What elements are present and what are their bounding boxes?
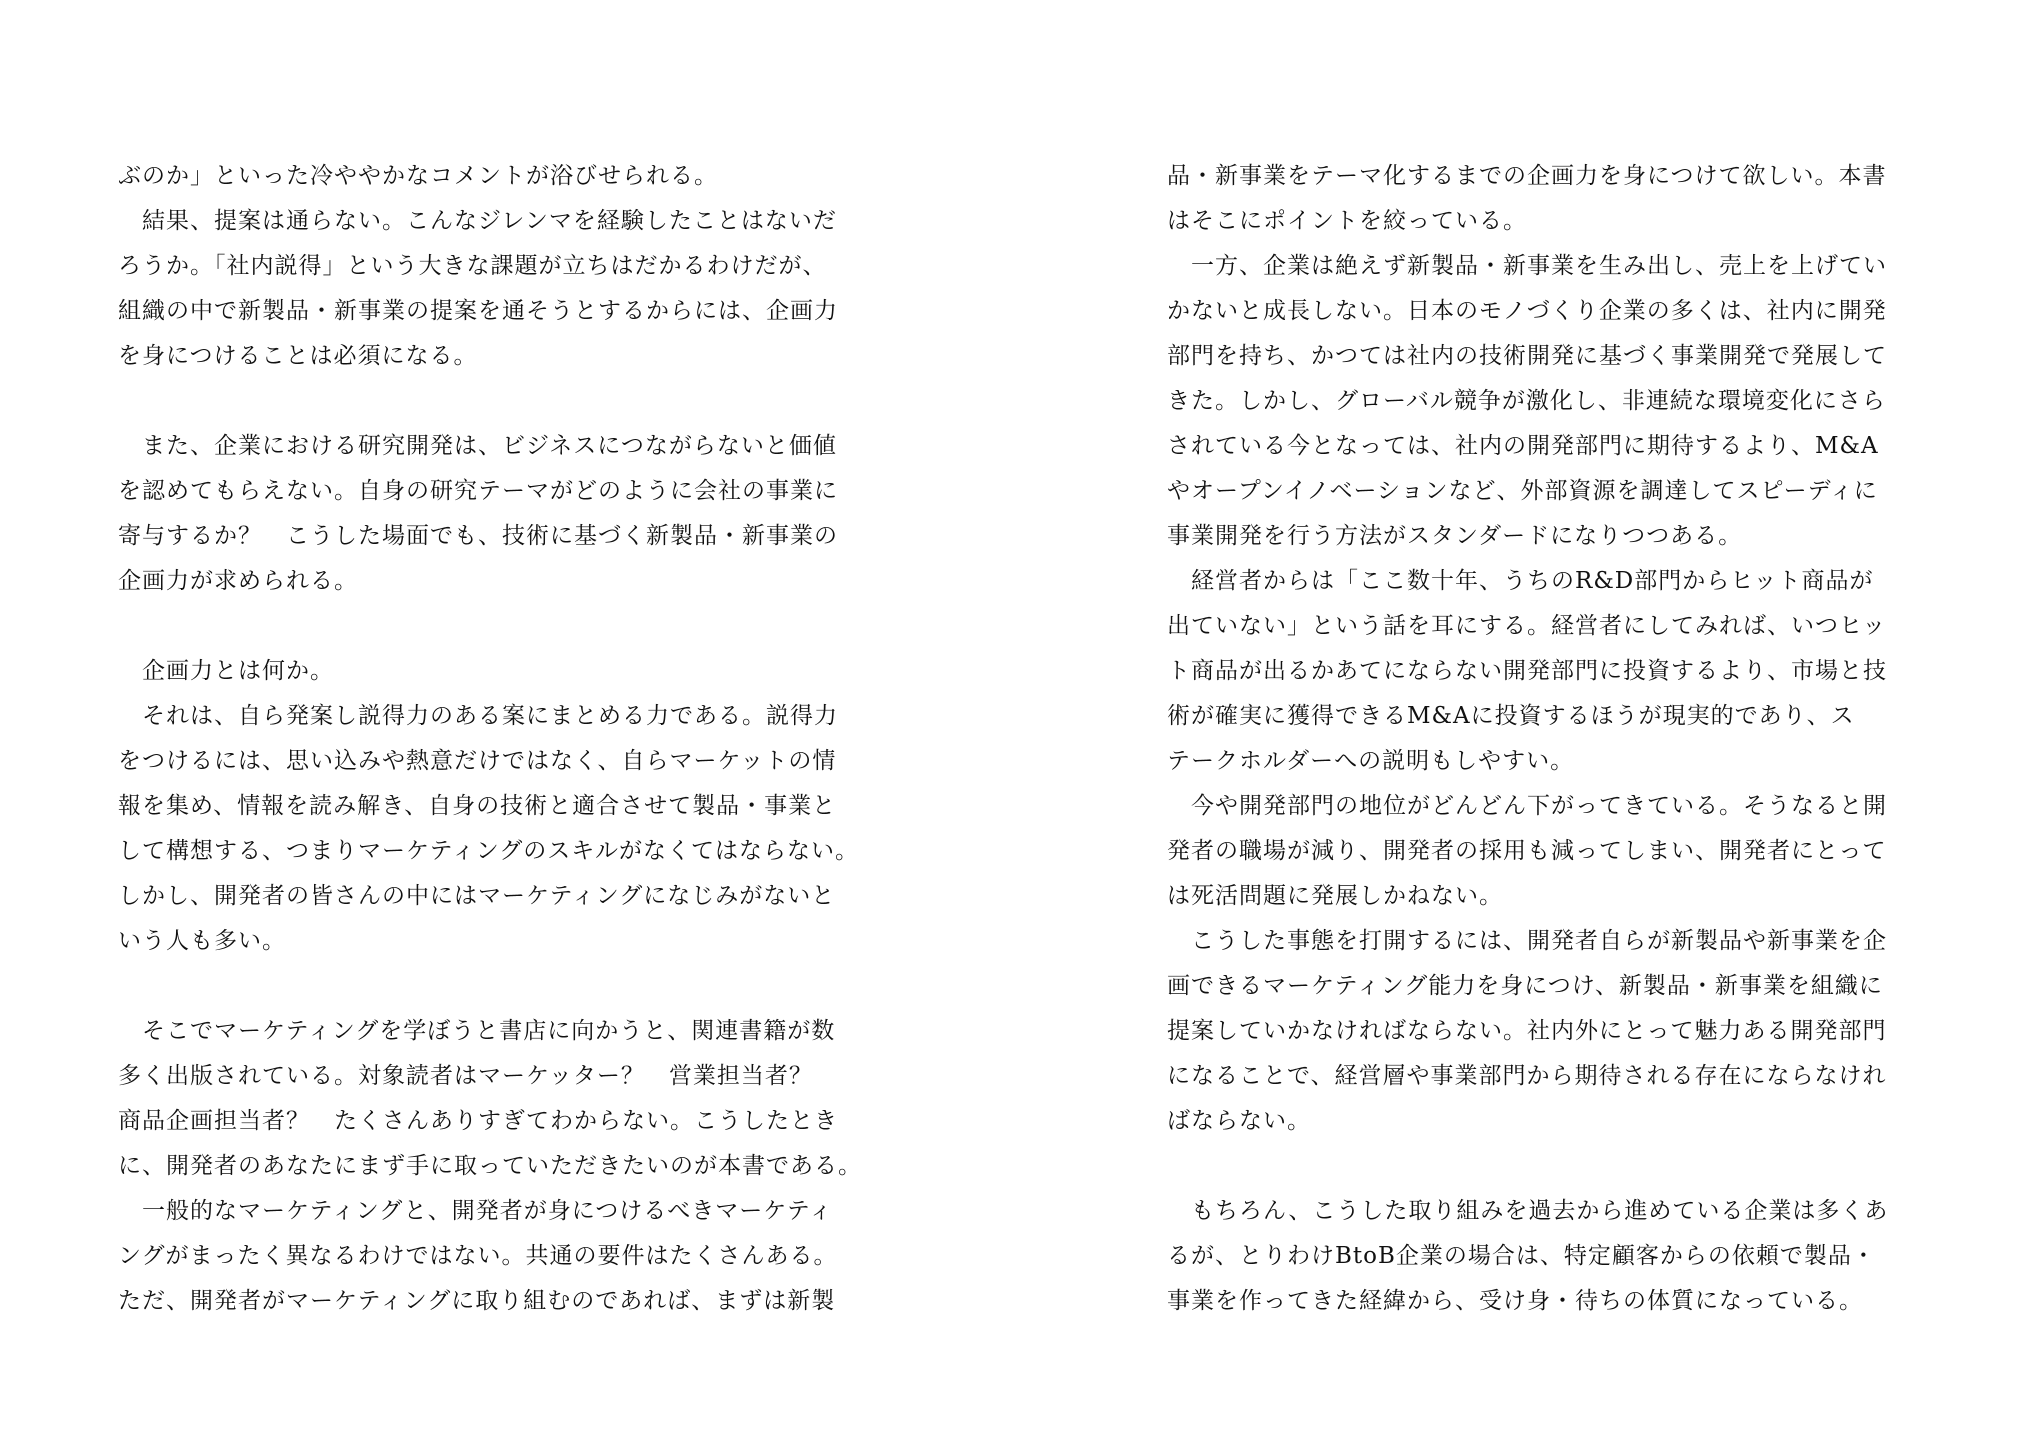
text-line: しかし、開発者の皆さんの中にはマーケティングになじみがないと [118,883,836,909]
text-line: こうした事態を打開するには、開発者自らが新製品や新事業を企 [1167,928,1887,954]
text-line: 企画力が求められる。 [118,568,358,594]
text-line: ングがまったく異なるわけではない。共通の要件はたくさんある。 [118,1243,838,1269]
text-line: をつけるには、思い込みや熱意だけではなく、自らマーケットの情 [118,748,837,774]
text-line: 部門を持ち、かつては社内の技術開発に基づく事業開発で発展して [1167,343,1887,369]
text-line: るが、とりわけBtoB企業の場合は、特定顧客からの依頼で製品・ [1167,1243,1876,1269]
text-line: に、開発者のあなたにまず手に取っていただきたいのが本書である。 [118,1153,862,1179]
text-line: 画できるマーケティング能力を身につけ、新製品・新事業を組織に [1167,973,1883,999]
text-line: 経営者からは「ここ数十年、うちのR&D部門からヒット商品が [1167,568,1874,594]
text-line: それは、自ら発案し説得力のある案にまとめる力である。説得力 [118,703,838,729]
text-line: そこでマーケティングを学ぼうと書店に向かうと、関連書籍が数 [118,1018,836,1044]
text-line: ぶのか」といった冷ややかなコメントが浴びせられる。 [118,163,718,189]
text-line: は死活問題に発展しかねない。 [1167,883,1503,909]
text-line: ただ、開発者がマーケティングに取り組むのであれば、まずは新製 [118,1288,836,1314]
right-page [1009,0,2018,1430]
text-line: 提案していかなければならない。社内外にとって魅力ある開発部門 [1167,1018,1887,1044]
text-line: きた。しかし、グローバル競争が激化し、非連続な環境変化にさら [1167,388,1886,414]
text-line: 発者の職場が減り、開発者の採用も減ってしまい、開発者にとって [1167,838,1887,864]
text-line: はそこにポイントを絞っている。 [1167,208,1527,234]
text-line: 一方、企業は絶えず新製品・新事業を生み出し、売上を上げてい [1167,253,1887,279]
text-line: されている今となっては、社内の開発部門に期待するより、M&A [1167,433,1879,459]
text-line: 品・新事業をテーマ化するまでの企画力を身につけて欲しい。本書 [1167,163,1887,189]
text-line: かないと成長しない。日本のモノづくり企業の多くは、社内に開発 [1167,298,1887,324]
text-line: を身につけることは必須になる。 [118,343,478,369]
text-line: 組織の中で新製品・新事業の提案を通そうとするからには、企画力 [118,298,838,324]
text-line: 多く出版されている。対象読者はマーケッター？ 営業担当者？ [118,1063,813,1089]
text-line: になることで、経営層や事業部門から期待される存在にならなけれ [1167,1063,1887,1089]
text-line: 事業を作ってきた経緯から、受け身・待ちの体質になっている。 [1167,1288,1863,1314]
text-line: テークホルダーへの説明もしやすい。 [1167,748,1575,774]
text-line: 術が確実に獲得できるM&Aに投資するほうが現実的であり、ス [1167,703,1855,729]
text-line: 一般的なマーケティングと、開発者が身につけるべきマーケティ [118,1198,833,1224]
text-line: 企画力とは何か。 [118,658,334,684]
text-line: また、企業における研究開発は、ビジネスにつながらないと価値 [118,433,837,459]
text-line: 今や開発部門の地位がどんどん下がってきている。そうなると開 [1167,793,1887,819]
text-line: いう人も多い。 [118,928,286,954]
text-line: ろうか。「社内説得」という大きな課題が立ちはだかるわけだが、 [118,253,827,279]
text-line: 商品企画担当者？ たくさんありすぎてわからない。こうしたとき [118,1108,838,1134]
text-line: 寄与するか？ こうした場面でも、技術に基づく新製品・新事業の [118,523,838,549]
text-line: やオープンイノベーションなど、外部資源を調達してスピーディに [1167,478,1878,504]
text-line: 事業開発を行う方法がスタンダードになりつつある。 [1167,523,1743,549]
text-line: して構想する、つまりマーケティングのスキルがなくてはならない。 [118,838,860,864]
text-line: ばならない。 [1167,1108,1311,1134]
text-line: 報を集め、情報を読み解き、自身の技術と適合させて製品・事業と [118,793,837,819]
text-line: 出ていない」という話を耳にする。経営者にしてみれば、いつヒッ [1167,613,1887,639]
text-line: もちろん、こうした取り組みを過去から進めている企業は多くあ [1167,1198,1889,1224]
text-line: を認めてもらえない。自身の研究テーマがどのように会社の事業に [118,478,838,504]
text-line: ト商品が出るかあてにならない開発部門に投資するより、市場と技 [1167,658,1887,684]
text-line: 結果、提案は通らない。こんなジレンマを経験したことはないだ [118,208,837,234]
